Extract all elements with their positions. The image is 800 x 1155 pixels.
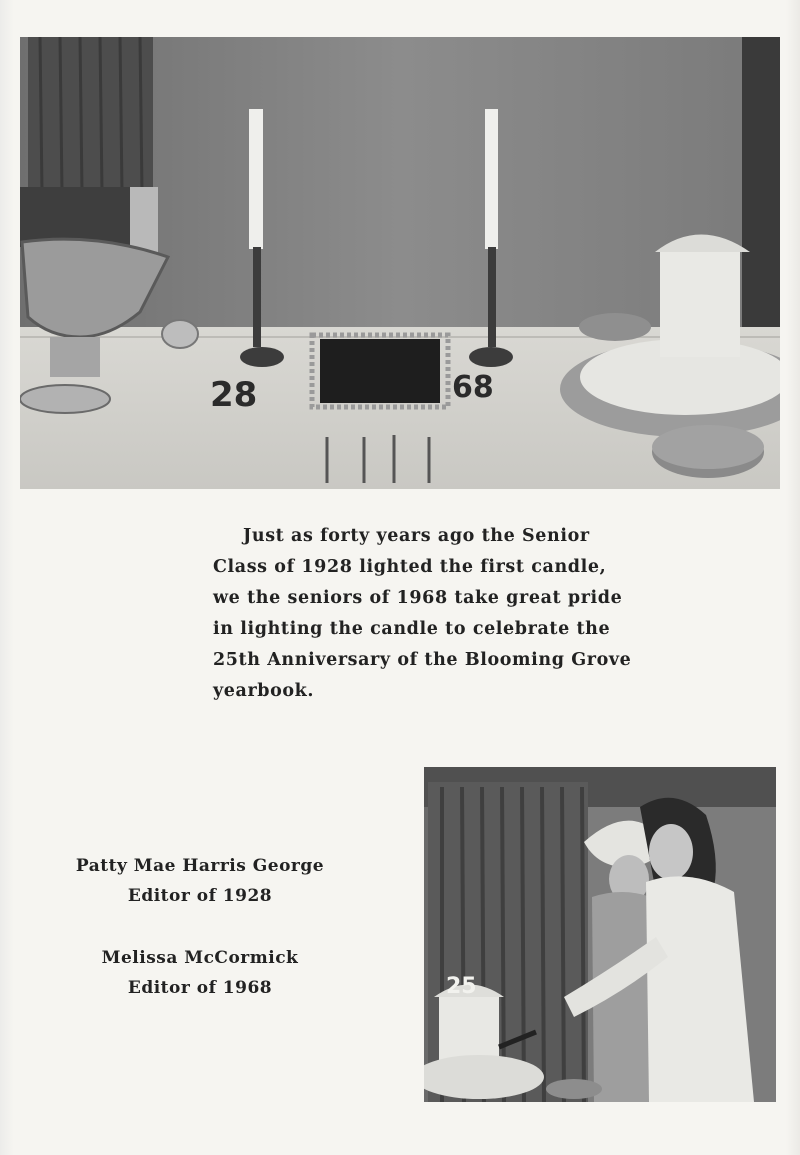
caption-line: we the seniors of 1968 take great pride	[213, 588, 623, 608]
caption-line: Class of 1928 lighted the first candle,	[213, 557, 607, 577]
number-left: 28	[210, 375, 258, 415]
editor-credit-1968	[40, 943, 360, 1003]
anniversary-caption	[213, 521, 633, 707]
caption-line: yearbook.	[213, 681, 315, 701]
editor-role: Editor of 1928	[127, 886, 273, 906]
number-right: 68	[452, 370, 494, 405]
cake-number: 25	[446, 974, 477, 999]
cake-cutting-photo	[424, 767, 776, 1102]
caption-line: 25th Anniversary of the Blooming Grove	[213, 650, 632, 670]
caption-line: Just as forty years ago the Senior	[243, 526, 590, 546]
caption-line: in lighting the candle to celebrate the	[213, 619, 611, 639]
editor-name: Melissa McCormick	[101, 948, 299, 968]
editor-name: Patty Mae Harris George	[75, 856, 325, 876]
editor-credit-1928	[40, 851, 360, 911]
editor-role: Editor of 1968	[127, 978, 273, 998]
anniversary-table-photo	[20, 37, 780, 489]
